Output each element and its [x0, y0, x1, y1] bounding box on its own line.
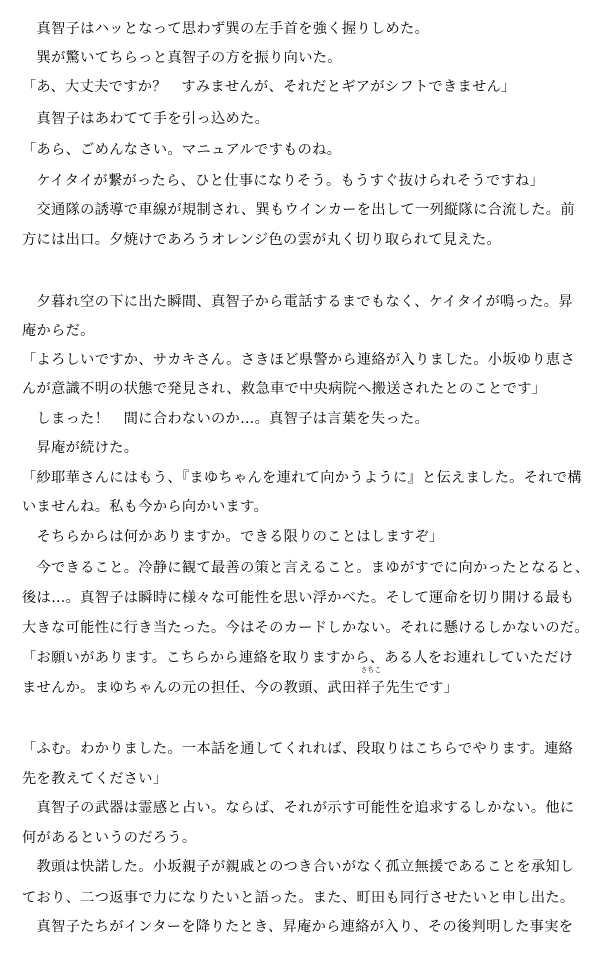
text-line-20: 大きな可能性に行き当たった。今はそのカードしかない。それに懸けるしかないのだ。	[22, 620, 589, 636]
text-line-17: そちらからは何かありますか。できる限りのことはしますぞ」	[22, 529, 444, 545]
text-line-14: 昇庵が続けた。	[22, 440, 139, 456]
text-line-1: 真智子はハッとなって思わず巽の左手首を強く握りしめた。	[22, 21, 430, 37]
ruby-line-before: ませんか。まゆちゃんの元の担任、今の教頭、武田	[22, 680, 357, 696]
text-line-11: 「よろしいですか、サカキさん。さきほど県警から連絡が入りました。小坂ゆり恵さ	[22, 352, 575, 368]
ruby-line-after: 先生です」	[385, 680, 459, 696]
text-line-with-ruby	[22, 666, 592, 701]
text-line-2: 巽が驚いてちらっと真智子の方を振り向いた。	[22, 50, 342, 66]
text-line-13: しまった！ 間に合わないのか…。真智子は言葉を失った。	[22, 411, 430, 427]
text-line-8: 方には出口。夕焼けであろうオレンジ色の雲が丸く切り取られて見えた。	[22, 232, 502, 248]
text-line-24: 「ふむ。わかりました。一本話を通してくれれば、段取りはこちらでやります。連絡	[22, 741, 574, 757]
text-line-4: 真智子はあわてて手を引っ込めた。	[22, 111, 270, 127]
text-line-19: 後は…。真智子は瞬時に様々な可能性を思い浮かべた。そして運命を切り開ける最も	[22, 590, 575, 606]
text-line-28: 教頭は快諾した。小坂親子が親戚とのつき合いがなく孤立無援であることを承知し	[22, 859, 575, 875]
text-line-18: 今できること。冷静に観て最善の策と言えること。まゆがすでに向かったとなると、	[22, 560, 590, 576]
text-line-10: 庵からだ。	[22, 323, 95, 339]
text-line-23	[22, 706, 592, 732]
ruby-base-text: 祥子	[356, 680, 386, 696]
text-line-29: ており、二つ返事で力になりたいと語った。また、町田も同行させたいと申し出た。	[22, 890, 575, 906]
ruby-reading: さちこ	[360, 666, 382, 674]
text-line-21: 「お願いがあります。こちらから連絡を取りますから、ある人をお連れしていただけ	[22, 650, 574, 666]
blank-line	[22, 256, 592, 282]
text-line-9: 夕暮れ空の下に出た瞬間、真智子から電話するまでもなく、ケイタイが鳴った。昇	[22, 294, 573, 310]
text-line-6: ケイタイが繋がったら、ひと仕事になりそう。もうすぐ抜けられそうですね」	[22, 173, 545, 189]
text-line-5: 「あら、ごめんなさい。マニュアルですものね。	[22, 142, 342, 158]
text-line-27: 何があるというのだろう。	[22, 830, 197, 846]
text-line-12: んが意識不明の状態で発見され、救急車で中央病院へ搬送されたとのことです」	[22, 381, 547, 397]
text-line-7: 交通隊の誘導で車線が規制され、巽もウインカーを出して一列縦隊に合流した。前	[22, 202, 575, 218]
text-line-25: 先を教えてください」	[22, 771, 168, 787]
text-line-15: 「紗耶華さんにはもう、『まゆちゃんを連れて向かうように』と伝えました。それで構	[22, 470, 582, 486]
text-line-30: 真智子たちがインターを降りたとき、昇庵から連絡が入り、その後判明した事実を	[22, 919, 574, 935]
text-line-3: 「あ、大丈夫ですか？ すみませんが、それだとギアがシフトできません」	[22, 79, 516, 95]
text-line-16: いませんね。私も今から向かいます。	[22, 499, 269, 515]
ruby-base	[356, 666, 386, 701]
text-line-26: 真智子の武器は霊感と占い。ならば、それが示す可能性を追求するしかない。他に	[22, 800, 575, 816]
